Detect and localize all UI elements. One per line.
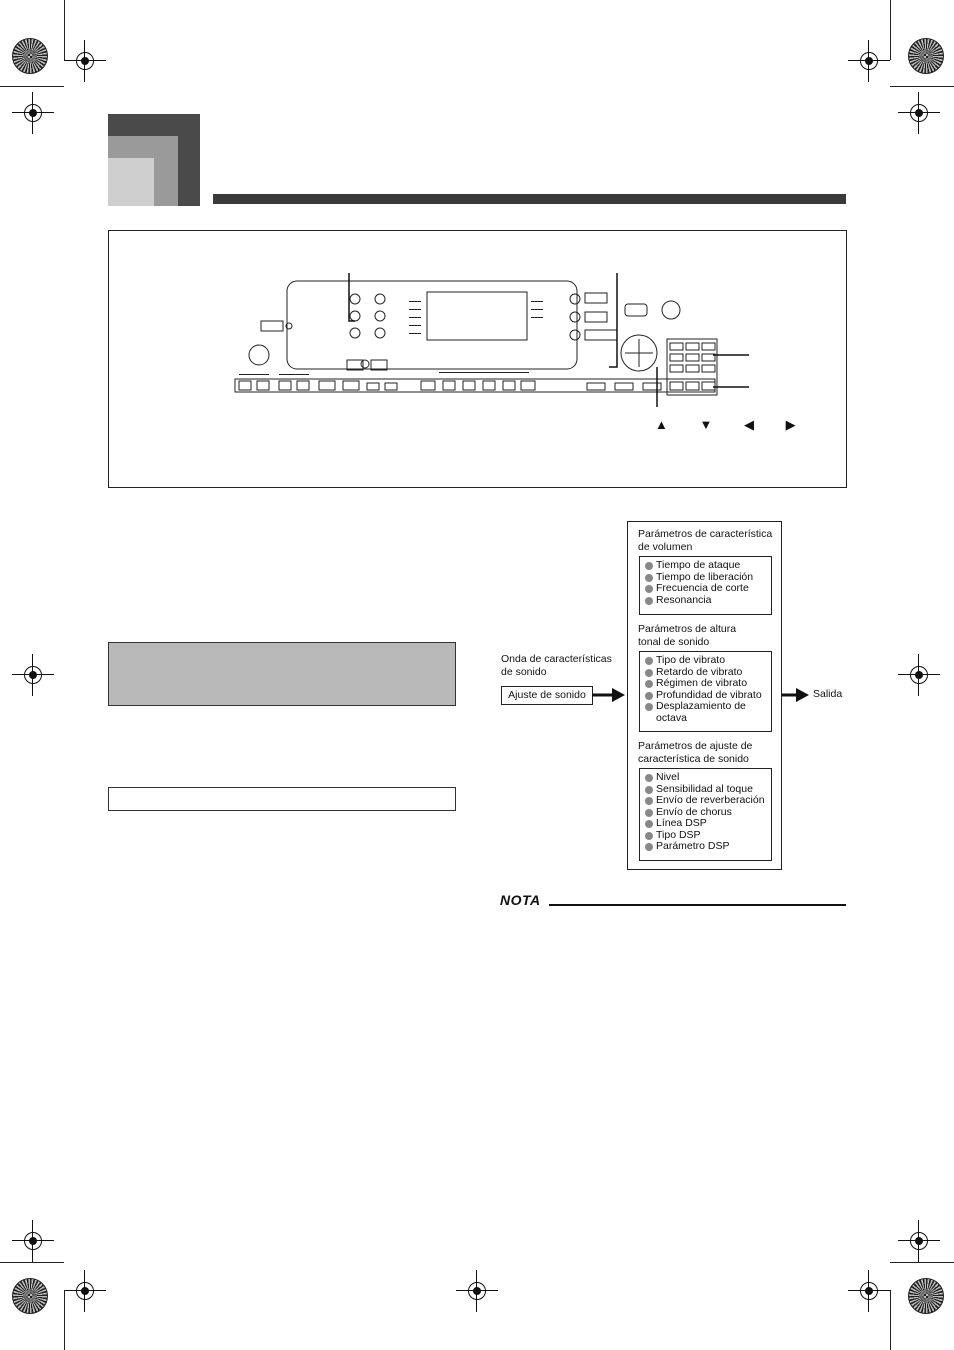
registration-disc-bottom-left bbox=[12, 1278, 48, 1314]
param-item: Parámetro DSP bbox=[640, 841, 771, 853]
chapter-tab bbox=[108, 114, 200, 206]
group-box-sound bbox=[639, 768, 772, 861]
param-item: Frecuencia de corte bbox=[640, 583, 771, 595]
param-item: Envío de chorus bbox=[640, 807, 771, 819]
crosshair-mark bbox=[20, 100, 46, 126]
group-title-pitch: Parámetros de altura tonal de sonido bbox=[638, 623, 737, 648]
keyboard-panel-diagram bbox=[108, 230, 847, 488]
shaded-note-box bbox=[108, 642, 456, 706]
registration-disc-bottom-right bbox=[908, 1278, 944, 1314]
param-item: Línea DSP bbox=[640, 818, 771, 830]
registration-disc-top-left bbox=[12, 38, 48, 74]
param-item: Tiempo de liberación bbox=[640, 572, 771, 584]
param-item: Profundidad de vibrato bbox=[640, 690, 771, 702]
param-item: Tipo DSP bbox=[640, 830, 771, 842]
crosshair-mark bbox=[464, 1278, 490, 1304]
header-rule bbox=[213, 194, 846, 204]
crosshair-mark bbox=[72, 48, 98, 74]
param-item: Retardo de vibrato bbox=[640, 667, 771, 679]
crosshair-mark bbox=[72, 1278, 98, 1304]
group-box-volume bbox=[639, 556, 772, 615]
sound-setting-box: Ajuste de sonido bbox=[501, 686, 593, 705]
trim-line bbox=[0, 86, 64, 87]
trim-line bbox=[890, 86, 954, 87]
crosshair-mark bbox=[906, 100, 932, 126]
param-item: Envío de reverberación bbox=[640, 795, 771, 807]
param-item: Tipo de vibrato bbox=[640, 655, 771, 667]
crosshair-mark bbox=[856, 48, 882, 74]
trim-line bbox=[64, 0, 65, 60]
flow-arrow-out bbox=[780, 686, 810, 704]
parameters-panel bbox=[627, 521, 782, 870]
registration-disc-top-right bbox=[908, 38, 944, 74]
group-title-volume: Parámetros de característica de volumen bbox=[638, 528, 773, 553]
param-item: Tiempo de ataque bbox=[640, 560, 771, 572]
trim-line bbox=[890, 0, 891, 60]
panel-illustration bbox=[109, 231, 846, 487]
param-item: Desplazamiento de octava bbox=[640, 701, 756, 724]
crosshair-mark bbox=[20, 662, 46, 688]
trim-line bbox=[0, 1262, 64, 1263]
cursor-arrows-label: ▲ ▼ ◀ ▶ bbox=[655, 417, 810, 432]
flow-arrow-in bbox=[592, 686, 626, 704]
nota-heading: NOTA bbox=[500, 892, 541, 908]
crosshair-mark bbox=[906, 662, 932, 688]
crosshair-mark bbox=[20, 1228, 46, 1254]
param-item: Nivel bbox=[640, 772, 771, 784]
param-item: Régimen de vibrato bbox=[640, 678, 771, 690]
crosshair-mark bbox=[906, 1228, 932, 1254]
input-wave-label: Onda de características de sonido bbox=[501, 653, 612, 678]
output-label: Salida bbox=[813, 688, 843, 700]
trim-line bbox=[890, 1290, 891, 1350]
nota-rule bbox=[549, 904, 846, 906]
param-item: Resonancia bbox=[640, 595, 771, 607]
group-title-sound: Parámetros de ajuste de característica de sonido bbox=[638, 740, 753, 765]
outlined-box bbox=[108, 787, 456, 811]
trim-line bbox=[890, 1262, 954, 1263]
trim-line bbox=[64, 1290, 65, 1350]
crosshair-mark bbox=[856, 1278, 882, 1304]
param-item: Sensibilidad al toque bbox=[640, 784, 771, 796]
group-box-pitch bbox=[639, 651, 772, 732]
